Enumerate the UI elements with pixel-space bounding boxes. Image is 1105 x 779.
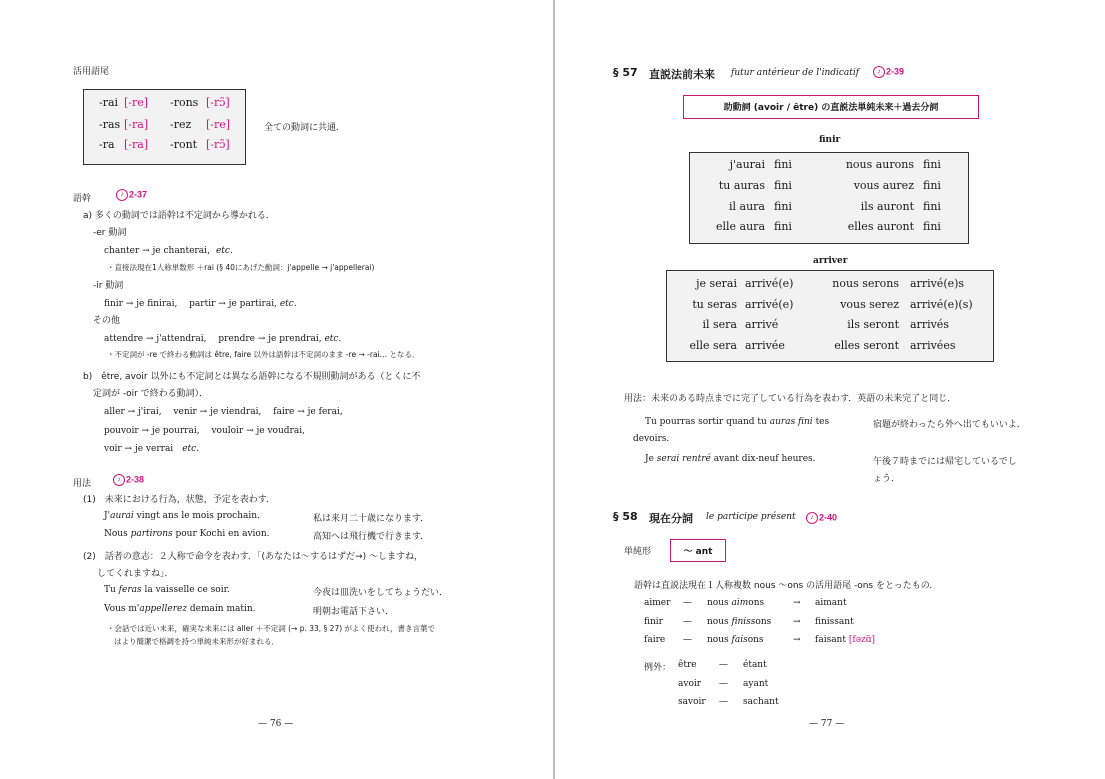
use-2-line1: (2) 話者の意志：２人称で命令を表わす．「(あなたは～するはずだ→) ～しますね，: [83, 552, 423, 562]
use1-example1: J'aurai vingt ans le mois prochain.: [104, 511, 260, 521]
audio-track-number: 2-38: [126, 474, 145, 485]
audio-track-icon[interactable]: ♪ 2-37: [116, 189, 147, 201]
pp-nous-form: nous aimons: [707, 598, 765, 608]
pp-nous-form: nous faisons: [707, 635, 764, 645]
example-2: Je serai rentré avant dix-neuf heures.: [645, 454, 816, 464]
exception-dash: —: [719, 679, 728, 689]
other-head: その他: [93, 316, 121, 326]
participle: fini: [774, 220, 792, 233]
use-note-line1: ・会話では近い未来，確実な未来には aller ＋不定詞 (→ p. 33, § 27) がよく使われ，書き言葉で: [107, 624, 435, 633]
pronoun-aux: il aura: [729, 200, 765, 213]
participle: arrivé(e)s: [910, 277, 965, 290]
pronoun-aux: tu auras: [718, 179, 765, 192]
irregular-line3: voir → je verrai etc.: [104, 444, 200, 454]
pronoun-aux: vous serez: [840, 298, 899, 311]
audio-track-number: 2-37: [129, 189, 148, 200]
use2-example1: Tu feras la vaisselle ce soir.: [104, 585, 230, 595]
er-head: -er 動詞: [93, 228, 127, 238]
example-1-cont: devoirs.: [633, 434, 670, 444]
participle: fini: [774, 158, 792, 171]
pronoun-aux: vous aurez: [853, 179, 914, 192]
finir-label: finir: [819, 135, 841, 145]
participle: arrivé(e): [745, 298, 794, 311]
pp-nous-form: nous finissons: [707, 617, 772, 627]
endings-table: [83, 89, 246, 165]
pp-participle: aimant: [815, 598, 847, 608]
ending-pron: [-re]: [124, 96, 149, 109]
section-58-title: 現在分詞: [649, 512, 693, 525]
exception-participle: ayant: [743, 679, 769, 689]
participle: fini: [923, 179, 941, 192]
usage-text: 用法：未来のある時点までに完了している行為を表わす．英語の未来完了と同じ．: [624, 394, 957, 404]
use2-example1-ja: 今夜は皿洗いをしてちょうだい．: [313, 588, 449, 598]
simple-form-label: 単純形: [624, 547, 652, 557]
audio-track-number: 2-40: [819, 512, 838, 523]
pp-dash: —: [683, 598, 692, 608]
use-2-line2: してくれますね」．: [97, 569, 174, 579]
ending-pron: [-ra]: [124, 118, 149, 131]
example-1-ja: 宿題が終わったら外へ出てもいいよ．: [873, 420, 1026, 430]
ending-form: -ras: [99, 118, 121, 131]
pronoun-aux: tu seras: [692, 298, 737, 311]
exception-participle: sachant: [743, 697, 779, 707]
use-note-line2: はより簡潔で格調を持つ単純未来形が好まれる．: [114, 637, 279, 646]
use2-example2: Vous m'appellerez demain matin.: [104, 604, 256, 614]
arriver-label: arriver: [813, 256, 848, 266]
pronoun-aux: nous serons: [832, 277, 899, 290]
participle: fini: [923, 158, 941, 171]
participle: arrivé(e): [745, 277, 794, 290]
use2-example2-ja: 明朝お電話下さい．: [313, 607, 395, 617]
exception-infinitive: avoir: [678, 679, 702, 689]
participle: fini: [923, 200, 941, 213]
section-57-title: 直説法前未来: [649, 68, 715, 81]
ending-pron: [-rɔ̃]: [206, 138, 230, 151]
pronoun-aux: ils auront: [860, 200, 914, 213]
pp-participle: finissant: [815, 617, 854, 627]
audio-track-number: 2-39: [886, 66, 905, 77]
stem-title: 語幹: [73, 194, 92, 204]
pp-infinitive: faire: [644, 635, 666, 645]
ending-pron: [-ra]: [124, 138, 149, 151]
ending-form: -rez: [170, 118, 192, 131]
exception-dash: —: [719, 697, 728, 707]
formula-text: 助動詞 (avoir / être) の直説法単純未来＋過去分詞: [723, 103, 939, 113]
section-58-number: § 58: [613, 510, 638, 523]
pronoun-aux: il sera: [702, 318, 737, 331]
pronoun-aux: je serai: [696, 277, 737, 290]
irregular-line2: pouvoir → je pourrai, vouloir → je voudrai,: [104, 426, 305, 436]
ending-form: -ra: [99, 138, 115, 151]
pp-infinitive: finir: [644, 617, 663, 627]
participle: fini: [774, 179, 792, 192]
use1-example2: Nous partirons pour Kochi en avion.: [104, 529, 270, 539]
exception-participle: étant: [743, 660, 767, 670]
page-number: — 76 —: [258, 719, 294, 729]
ending-form: -ront: [170, 138, 198, 151]
use-1: (1) 未来における行為，状態，予定を表わす．: [83, 495, 276, 505]
example-2-ja-line1: 午後７時までには帰宅しているでし: [873, 457, 1017, 467]
irregular-line1: aller → j'irai, venir → je viendrai, faire → je ferai,: [104, 407, 343, 417]
audio-track-icon[interactable]: ♪ 2-38: [113, 474, 144, 486]
section-57-french: futur antérieur de l'indicatif: [731, 68, 860, 78]
ir-head: -ir 動詞: [93, 281, 124, 291]
pp-arrow: →: [793, 598, 801, 608]
pp-dash: —: [683, 635, 692, 645]
participle: fini: [923, 220, 941, 233]
other-note: ・不定詞が -re で終わる動詞は être, faire 以外は語幹は不定詞のまま -re → -rai… となる．: [107, 350, 420, 359]
participle: arrivé: [745, 318, 779, 331]
pp-participle: faisant [fəzɑ̃]: [815, 635, 876, 645]
participle: arrivée: [745, 339, 785, 352]
section-58-french: le participe présent: [706, 512, 796, 522]
stem-b-line2: 定詞が -oir で終わる動詞）．: [93, 389, 209, 399]
pp-dash: —: [683, 617, 692, 627]
ending-pron: [-re]: [206, 118, 231, 131]
example-2-ja-line2: ょう．: [873, 474, 901, 484]
use-title: 用法: [73, 479, 92, 489]
section-57-number: § 57: [613, 66, 638, 79]
formula-box: [683, 95, 979, 119]
participle: arrivé(e)(s): [910, 298, 973, 311]
endings-note: 全ての動詞に共通．: [264, 123, 346, 133]
participle: arrivés: [910, 318, 949, 331]
audio-track-icon[interactable]: ♪ 2-39: [873, 66, 904, 78]
pp-arrow: →: [793, 635, 801, 645]
pp-infinitive: aimer: [644, 598, 671, 608]
er-example: chanter → je chanterai，etc.: [104, 246, 233, 256]
pp-arrow: →: [793, 617, 801, 627]
pronoun-aux: j'aurai: [729, 158, 765, 171]
finir-conjugation-table: [689, 152, 969, 244]
use1-example1-ja: 私は来月二十歳になります．: [313, 514, 430, 524]
arriver-conjugation-table: [666, 270, 994, 362]
other-example: attendre → j'attendrai, prendre → je prendrai, etc.: [104, 334, 342, 344]
pronoun-aux: elle sera: [689, 339, 737, 352]
example-1: Tu pourras sortir quand tu auras fini tes: [645, 417, 830, 427]
pronoun-aux: elle aura: [715, 220, 765, 233]
stem-b-line1: b) être, avoir 以外にも不定詞とは異なる語幹になる不規則動詞がある（とくに不: [83, 372, 421, 382]
right-page: [555, 0, 1105, 779]
exception-dash: —: [719, 660, 728, 670]
page-number: — 77 —: [809, 719, 845, 729]
exception-infinitive: être: [678, 660, 697, 670]
participle: arrivées: [910, 339, 956, 352]
participle: fini: [774, 200, 792, 213]
ir-example: finir → je finirai, partir → je partirai, etc.: [104, 299, 297, 309]
exception-label: 例外：: [644, 663, 672, 673]
pronoun-aux: elles auront: [847, 220, 914, 233]
pronoun-aux: ils seront: [847, 318, 899, 331]
stem-rule: 語幹は直説法現在１人称複数 nous ～ons の活用語尾 -ons をとったもの．: [634, 581, 939, 591]
pronoun-aux: nous aurons: [845, 158, 914, 171]
simple-form-text: ～ ant: [683, 547, 713, 557]
ending-pron: [-rɔ̃]: [206, 96, 230, 109]
pronoun-aux: elles seront: [834, 339, 899, 352]
ending-form: -rai: [99, 96, 119, 109]
simple-form-box: [670, 539, 726, 562]
exception-infinitive: savoir: [678, 697, 706, 707]
er-note: ・直接法現在1人称単数形 ＋rai (§ 40にあげた動詞：j'appelle → j'appellerai): [107, 263, 375, 272]
stem-a: a) 多くの動詞では語幹は不定詞から導かれる．: [83, 211, 275, 221]
audio-track-icon[interactable]: ♪ 2-40: [806, 512, 837, 524]
ending-form: -rons: [170, 96, 199, 109]
ending-title: 活用語尾: [73, 67, 110, 77]
use1-example2-ja: 高知へは飛行機で行きます．: [313, 532, 430, 542]
